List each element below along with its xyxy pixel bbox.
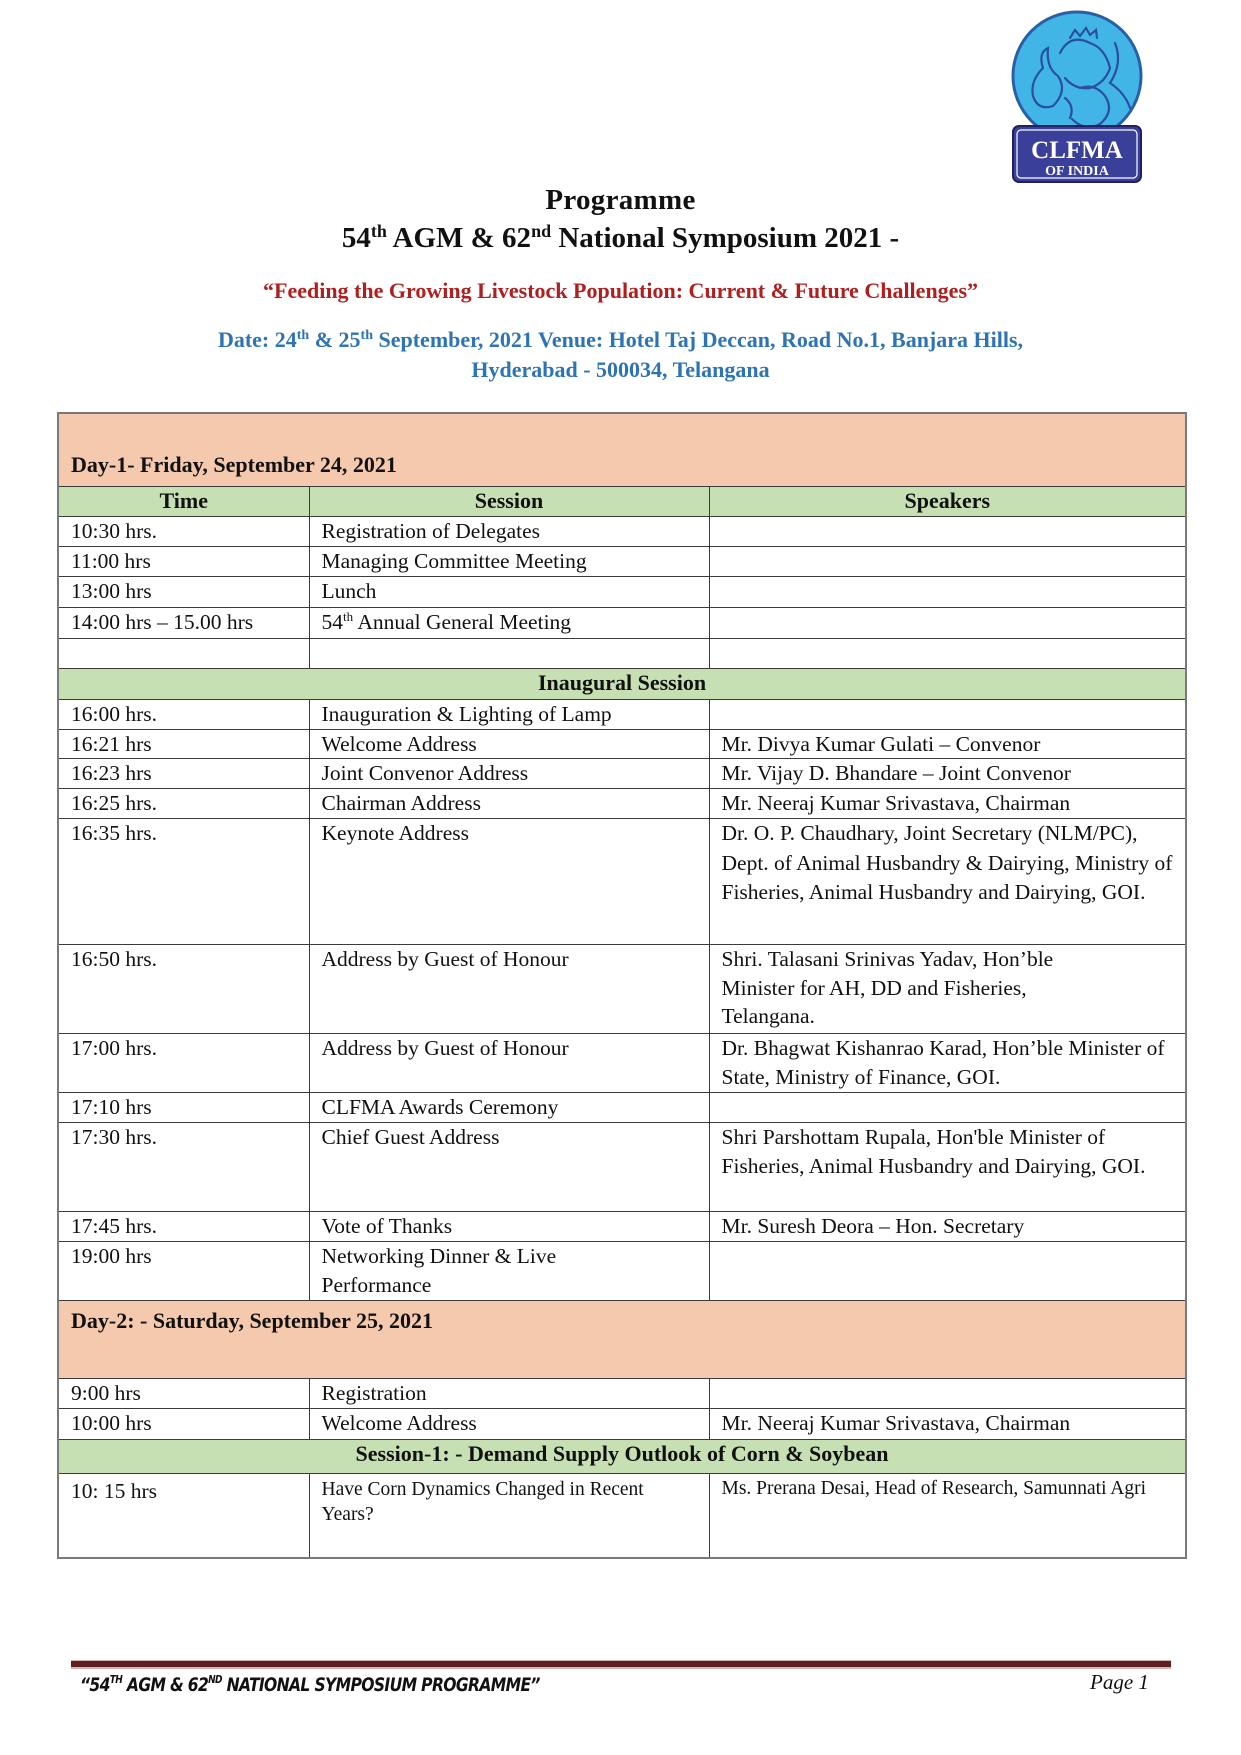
time-cell: 16:23 hrs [58,759,309,789]
table-row [58,516,1186,546]
venue-sup: th [296,328,310,343]
table-row [58,1212,1186,1242]
session-cell: Have Corn Dynamics Changed in Recent Years? [309,1474,709,1558]
session-cell: Inauguration & Lighting of Lamp [309,699,709,729]
session-cell: Welcome Address [309,729,709,759]
time-cell: 17:00 hrs. [58,1034,309,1093]
venue-text: Date: 24 [217,327,297,352]
subtitle-sup: nd [531,221,552,241]
table-row [58,1093,1186,1123]
venue-line-2: Hyderabad - 500034, Telangana [471,357,770,382]
time-cell [58,638,309,668]
session-text: Annual General Meeting [353,609,572,634]
venue-sup: th [360,328,373,343]
session-cell [309,638,709,668]
time-cell: 9:00 hrs [58,1379,309,1409]
table-row [58,759,1186,789]
time-cell: 10: 15 hrs [58,1474,309,1558]
table-row [58,1409,1186,1440]
venue-line-1 [0,325,1241,355]
subtitle-text: National Symposium 2021 - [551,222,900,254]
page-title: Programme [545,184,696,216]
time-cell: 17:10 hrs [58,1093,309,1123]
table-row [58,945,1186,1034]
column-header-session: Session [309,486,709,516]
speaker-cell: Mr. Vijay D. Bhandare – Joint Convenor [709,759,1186,789]
speaker-cell [709,1379,1186,1409]
session-cell: Lunch [309,576,709,607]
subtitle-text: AGM & 62 [386,222,532,254]
session-cell: Keynote Address [309,819,709,945]
session-cell: Address by Guest of Honour [309,1034,709,1093]
speaker-cell [709,546,1186,576]
table-row [58,576,1186,607]
session-sup: th [343,608,354,624]
logo-text-main: CLFMA [1031,137,1123,164]
session-cell: Chief Guest Address [309,1123,709,1212]
speaker-cell: Dr. O. P. Chaudhary, Joint Secretary (NLM/PC), Dept. of Animal Husbandry & Dairying, Ministry of Fisheries, Animal Husbandry and Dairying, GOI. [709,819,1186,945]
speaker-cell [709,638,1186,668]
date-venue [0,325,1241,385]
session-cell: CLFMA Awards Ceremony [309,1093,709,1123]
day-header-row [58,1301,1186,1379]
logo-text-sub: OF INDIA [1045,164,1109,179]
session-cell [309,607,709,638]
speaker-cell: Ms. Prerana Desai, Head of Research, Samunnati Agri [709,1474,1186,1558]
session-text: 54 [321,609,343,634]
footer-rule [71,1660,1171,1669]
session-1-header: Session-1: - Demand Supply Outlook of Corn & Soybean [58,1440,1186,1474]
table-row [58,699,1186,729]
speaker-cell: Mr. Neeraj Kumar Srivastava, Chairman [709,1409,1186,1440]
inaugural-session-header: Inaugural Session [58,668,1186,699]
session-cell: Joint Convenor Address [309,759,709,789]
session-cell: Managing Committee Meeting [309,546,709,576]
time-cell: 16:00 hrs. [58,699,309,729]
session-cell: Vote of Thanks [309,1212,709,1242]
table-row [58,1123,1186,1212]
clfma-logo-emblem [1005,8,1150,186]
programme-table [57,412,1187,1559]
speaker-cell: Mr. Neeraj Kumar Srivastava, Chairman [709,789,1186,819]
time-cell: 16:21 hrs [58,729,309,759]
venue-text: September, 2021 Venue: Hotel Taj Deccan, Road No.1, Banjara Hills, [373,327,1024,352]
session-cell: Address by Guest of Honour [309,945,709,1034]
session-cell: Registration of Delegates [309,516,709,546]
table-row [58,546,1186,576]
speaker-cell [709,1093,1186,1123]
subtitle-sup: th [370,221,387,241]
column-header-time: Time [58,486,309,516]
speaker-cell [709,576,1186,607]
footer-title [80,1674,540,1696]
table-row [58,819,1186,945]
clfma-logo [1005,8,1150,186]
footer-title-sup: ND [208,1673,222,1686]
table-row-empty [58,638,1186,668]
session-cell: Registration [309,1379,709,1409]
session-cell: Chairman Address [309,789,709,819]
table-row [58,1034,1186,1093]
column-header-row [58,486,1186,516]
speaker-cell [709,607,1186,638]
venue-text: & 25 [309,327,361,352]
time-cell: 19:00 hrs [58,1242,309,1301]
time-cell: 10:30 hrs. [58,516,309,546]
speaker-cell: Shri. Talasani Srinivas Yadav, Hon’ble Minister for AH, DD and Fisheries, Telangana. [709,945,1186,1034]
time-cell: 13:00 hrs [58,576,309,607]
column-header-speakers: Speakers [709,486,1186,516]
time-cell: 11:00 hrs [58,546,309,576]
day-header-row [58,413,1186,486]
table-row [58,789,1186,819]
table-row [58,1242,1186,1301]
time-cell: 16:25 hrs. [58,789,309,819]
footer-title-sup: TH [109,1673,123,1686]
speaker-cell: Mr. Divya Kumar Gulati – Convenor [709,729,1186,759]
footer-title-text: AGM & 62 [122,1674,209,1696]
section-header-row [58,1440,1186,1474]
day-1-header: Day-1- Friday, September 24, 2021 [58,413,1186,486]
speaker-cell [709,516,1186,546]
speaker-cell [709,1242,1186,1301]
table-row [58,1474,1186,1558]
time-cell: 10:00 hrs [58,1409,309,1440]
table-row [58,1379,1186,1409]
subtitle-text: 54 [341,222,371,254]
speaker-cell: Shri Parshottam Rupala, Hon'ble Minister of Fisheries, Animal Husbandry and Dairying, GOI. [709,1123,1186,1212]
session-cell: Networking Dinner & Live Performance [309,1242,709,1301]
time-cell: 17:30 hrs. [58,1123,309,1212]
speaker-cell [709,699,1186,729]
symposium-theme: “Feeding the Growing Livestock Population: Current & Future Challenges” [263,278,978,303]
session-cell: Welcome Address [309,1409,709,1440]
time-cell: 16:35 hrs. [58,819,309,945]
day-2-header: Day-2: - Saturday, September 25, 2021 [58,1301,1186,1379]
table-row [58,729,1186,759]
section-header-row [58,668,1186,699]
page-subtitle [0,222,1241,255]
time-cell: 16:50 hrs. [58,945,309,1034]
table-row [58,607,1186,638]
footer-title-text: “54 [80,1674,110,1696]
speaker-cell: Mr. Suresh Deora – Hon. Secretary [709,1212,1186,1242]
footer-title-text: NATIONAL SYMPOSIUM PROGRAMME” [221,1674,540,1696]
speaker-cell: Dr. Bhagwat Kishanrao Karad, Hon’ble Minister of State, Ministry of Finance, GOI. [709,1034,1186,1093]
time-cell: 17:45 hrs. [58,1212,309,1242]
page-number: Page 1 [1090,1670,1149,1694]
time-cell: 14:00 hrs – 15.00 hrs [58,607,309,638]
